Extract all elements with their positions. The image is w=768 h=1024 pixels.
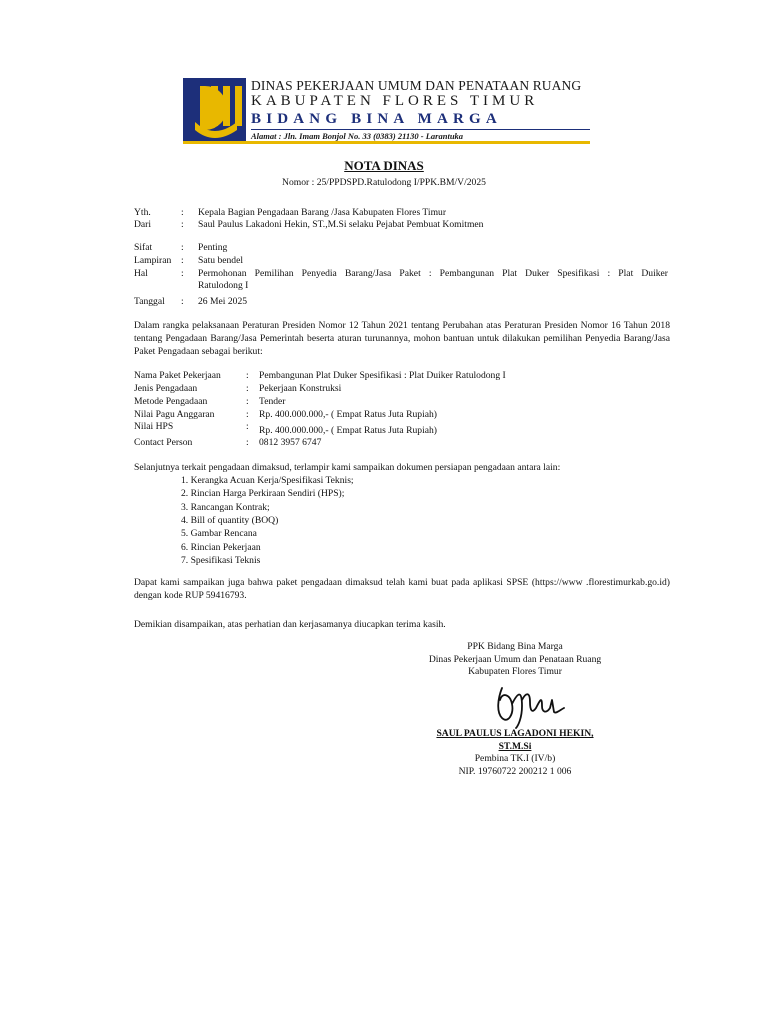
pkg-label-jenis: Jenis Pengadaan — [134, 383, 198, 394]
document-number: Nomor : 25/PPDSPD.Ratulodong I/PPK.BM/V/2025 — [282, 177, 486, 188]
field-sep: : — [181, 207, 184, 218]
signer-agency: Dinas Pekerjaan Umum dan Penataan Ruang — [428, 653, 602, 665]
docs-list-item: 4. Bill of quantity (BOQ) — [181, 515, 279, 526]
field-sep: : — [181, 242, 184, 253]
pkg-label-contact: Contact Person — [134, 437, 193, 448]
signer-rank: Pembina TK.I (IV/b) — [474, 753, 556, 764]
pkg-value-metode: Tender — [259, 396, 286, 407]
pkg-label-pagu: Nilai Pagu Anggaran — [134, 409, 215, 420]
field-sep: : — [181, 296, 184, 307]
field-value-dari: Saul Paulus Lakadoni Hekin, ST.,M.Si selaku Pejabat Pembuat Komitmen — [198, 219, 484, 230]
docs-list-item: 6. Rincian Pekerjaan — [181, 542, 261, 553]
field-label-lampiran: Lampiran — [134, 255, 172, 266]
signer-details — [420, 728, 610, 778]
field-label-dari: Dari — [134, 219, 152, 230]
field-sep: : — [181, 219, 184, 230]
field-sep: : — [181, 255, 184, 266]
pkg-value-jenis: Pekerjaan Konstruksi — [259, 383, 342, 394]
pkg-sep: : — [246, 370, 249, 381]
pkg-label-metode: Metode Pengadaan — [134, 396, 208, 407]
pupr-logo-icon — [183, 78, 246, 142]
office-address: Alamat : Jln. Imam Bonjol No. 33 (0383) 21130 - Larantuka — [251, 129, 590, 141]
agency-name: DINAS PEKERJAAN UMUM DAN PENATAAN RUANG — [251, 78, 582, 93]
division-name: BIDANG BINA MARGA — [251, 111, 502, 127]
docs-intro: Selanjutnya terkait pengadaan dimaksud, terlampir kami sampaikan dokumen persiapan pengadaan antara lain: — [134, 462, 561, 473]
pkg-sep: : — [246, 396, 249, 407]
field-sep: : — [181, 268, 184, 279]
docs-list-item: 1. Kerangka Acuan Kerja/Spesifikasi Teknis; — [181, 475, 354, 486]
docs-list-item: 7. Spesifikasi Teknis — [181, 555, 261, 566]
signer-role: PPK Bidang Bina Marga — [467, 641, 563, 652]
docs-list-item: 3. Rancangan Kontrak; — [181, 502, 270, 513]
signer-name: SAUL PAULUS LAGADONI HEKIN, ST.M.Si — [436, 728, 594, 752]
pkg-value-contact: 0812 3957 6747 — [259, 437, 322, 448]
pkg-sep: : — [246, 421, 249, 432]
pkg-value-hps: Rp. 400.000.000,- ( Empat Ratus Juta Rupiah) — [259, 425, 437, 436]
letterhead — [183, 78, 590, 142]
handwritten-signature-icon — [488, 678, 568, 730]
spse-paragraph: Dapat kami sampaikan juga bahwa paket pengadaan dimaksud telah kami buat pada aplikasi SPSE (https://www .florestimurkab.go.id) dengan kode RUP 59416793. — [134, 577, 670, 601]
docs-list-item: 5. Gambar Rencana — [181, 528, 257, 539]
regency-name: KABUPATEN FLORES TIMUR — [251, 93, 539, 109]
intro-paragraph: Dalam rangka pelaksanaan Peraturan Presiden Nomor 12 Tahun 2021 tentang Perubahan atas Peraturan Presiden Nomor 16 Tahun 2018 tentang Pengadaan Barang/Jasa Pemerintah beserta aturan turunannya, mohon bantuan untuk dilakukan pemilihan Penyedia Barang/Jasa Paket Pengadaan sebagai berikut: — [134, 320, 670, 357]
field-value-lampiran: Satu bendel — [198, 255, 244, 266]
field-label-hal: Hal — [134, 268, 148, 279]
letterhead-divider — [183, 141, 590, 144]
field-value-sifat: Penting — [198, 242, 228, 253]
field-label-yth: Yth. — [134, 207, 151, 218]
field-value-hal-cont: Ratulodong I — [198, 280, 249, 291]
field-value-yth: Kepala Bagian Pengadaan Barang /Jasa Kabupaten Flores Timur — [198, 207, 447, 218]
signer-nip: NIP. 19760722 200212 1 006 — [458, 765, 572, 777]
docs-list-item: 2. Rincian Harga Perkiraan Sendiri (HPS); — [181, 488, 345, 499]
closing-sentence: Demikian disampaikan, atas perhatian dan kerjasamanya diucapkan terima kasih. — [134, 619, 446, 630]
document-title: NOTA DINAS — [344, 158, 424, 173]
pkg-value-nama: Pembangunan Plat Duker Spesifikasi : Plat Duiker Ratulodong I — [259, 370, 506, 381]
field-label-sifat: Sifat — [134, 242, 153, 253]
letterhead-text — [251, 78, 590, 141]
field-value-hal: Permohonan Pemilihan Penyedia Barang/Jasa Paket : Pembangunan Plat Duker Spesifikasi : Plat Duiker — [198, 268, 668, 279]
pkg-value-pagu: Rp. 400.000.000,- ( Empat Ratus Juta Rupiah) — [259, 409, 437, 420]
pkg-label-hps: Nilai HPS — [134, 421, 174, 432]
signer-regency: Kabupaten Flores Timur — [468, 666, 562, 677]
field-value-tanggal: 26 Mei 2025 — [198, 296, 248, 307]
pkg-sep: : — [246, 437, 249, 448]
pkg-sep: : — [246, 383, 249, 394]
signature-roles — [420, 641, 610, 679]
pkg-sep: : — [246, 409, 249, 420]
pkg-label-nama: Nama Paket Pekerjaan — [134, 370, 221, 381]
field-label-tanggal: Tanggal — [134, 296, 165, 307]
